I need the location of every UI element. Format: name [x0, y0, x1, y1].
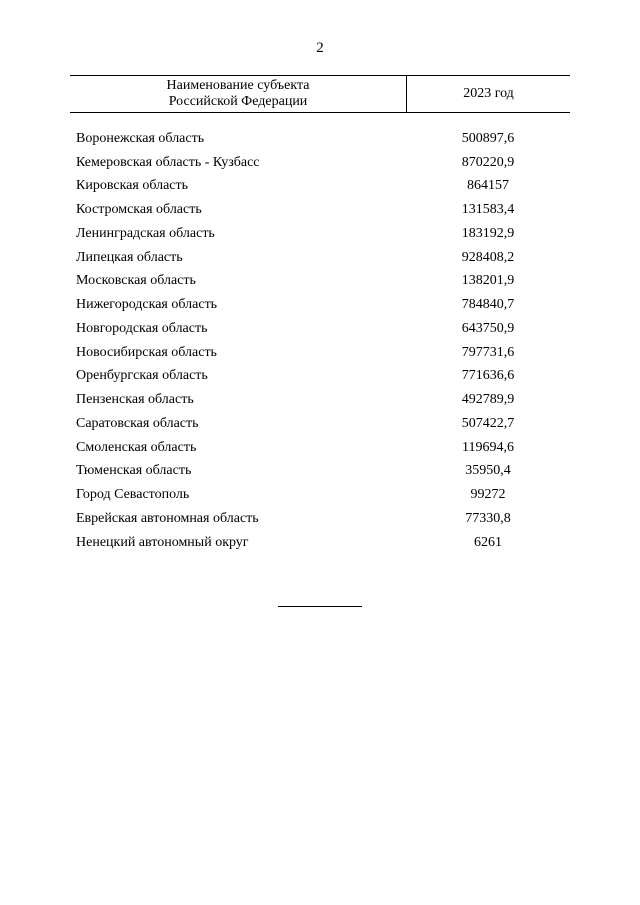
table-row — [70, 127, 570, 151]
region-name: Кировская область — [76, 178, 189, 194]
region-name: Костромская область — [76, 202, 202, 218]
region-name: Новосибирская область — [76, 344, 217, 360]
region-value: 138201,9 — [461, 273, 515, 289]
table-row — [70, 222, 570, 246]
region-name: Нижегородская область — [76, 297, 218, 313]
table-header — [70, 75, 570, 113]
table-row — [70, 388, 570, 412]
table-row — [70, 436, 570, 460]
region-value: 6261 — [474, 534, 502, 550]
table-row — [70, 175, 570, 199]
region-value: 507422,7 — [461, 415, 515, 431]
region-name: Воронежская область — [76, 130, 205, 146]
table-row — [70, 365, 570, 389]
region-value: 870220,9 — [461, 154, 515, 170]
closing-rule — [278, 606, 362, 607]
region-value: 77330,8 — [465, 510, 511, 526]
region-name: Ненецкий автономный округ — [76, 534, 249, 550]
region-name: Кемеровская область - Кузбасс — [76, 154, 260, 170]
region-value: 643750,9 — [461, 320, 515, 336]
table-row — [70, 483, 570, 507]
region-value: 99272 — [470, 487, 506, 503]
table-row — [70, 317, 570, 341]
table-body — [70, 127, 570, 555]
region-name: Ленинградская область — [76, 225, 215, 241]
header-subject-line1: Наименование субъекта — [166, 78, 310, 93]
region-value: 928408,2 — [461, 249, 515, 265]
region-value: 771636,6 — [461, 368, 515, 384]
header-subject-line2: Российской Федерации — [168, 94, 308, 109]
region-value: 131583,4 — [461, 202, 515, 218]
table-row — [70, 507, 570, 531]
table-row — [70, 341, 570, 365]
header-subject-name — [70, 76, 407, 112]
table-row — [70, 246, 570, 270]
page-number: 2 — [316, 40, 324, 56]
region-value: 183192,9 — [461, 225, 515, 241]
region-value: 864157 — [467, 178, 509, 194]
region-value: 784840,7 — [461, 297, 515, 313]
table-row — [70, 270, 570, 294]
table-row — [70, 293, 570, 317]
region-name: Липецкая область — [76, 249, 183, 265]
table-row — [70, 151, 570, 175]
region-name: Еврейская автономная область — [76, 510, 259, 526]
region-name: Новгородская область — [76, 320, 208, 336]
table-row — [70, 460, 570, 484]
region-name: Московская область — [76, 273, 196, 289]
table-row — [70, 198, 570, 222]
region-name: Смоленская область — [76, 439, 197, 455]
region-name: Саратовская область — [76, 415, 199, 431]
table-row — [70, 412, 570, 436]
table-row — [70, 531, 570, 555]
region-name: Пензенская область — [76, 392, 194, 408]
region-name: Город Севастополь — [76, 487, 190, 503]
region-value: 797731,6 — [461, 344, 515, 360]
header-year: 2023 год — [463, 86, 514, 101]
region-value: 492789,9 — [461, 392, 515, 408]
region-name: Тюменская область — [76, 463, 192, 479]
region-name: Оренбургская область — [76, 368, 208, 384]
region-value: 119694,6 — [462, 439, 514, 455]
region-value: 500897,6 — [461, 130, 515, 146]
region-value: 35950,4 — [465, 463, 511, 479]
